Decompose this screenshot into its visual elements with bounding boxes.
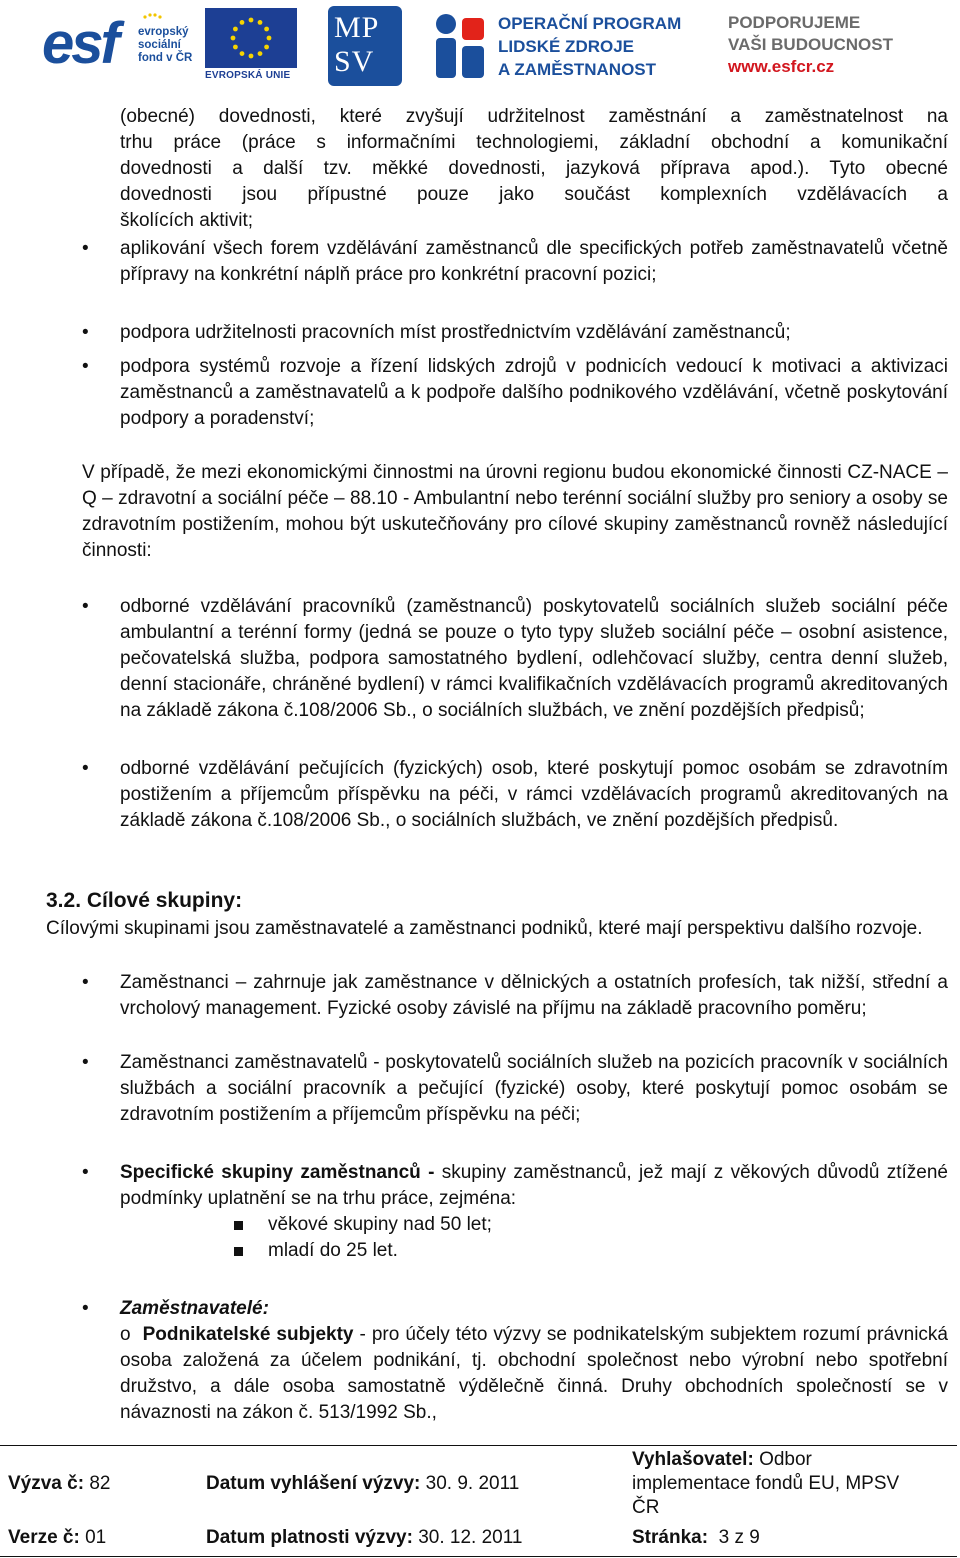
list-item: Zaměstnanci zaměstnavatelů - poskytovatelů sociálních služeb na pozicích pracovník v sociálních službách a sociální pracovník a pečující (fyzické) osoby, které poskytují pomoc osobám se zdravotním postižením a příjemcům příspěvku na péči;	[120, 1052, 948, 1125]
datum-vyhlaseni-value: 30. 9. 2011	[425, 1473, 520, 1494]
square-bullet-icon	[234, 1247, 243, 1256]
list-item-specific	[120, 1160, 948, 1212]
op-text-line: OPERAČNÍ PROGRAM	[498, 14, 682, 33]
list-item-o	[120, 1322, 948, 1426]
verze-field	[8, 1526, 106, 1550]
intro-paragraph	[120, 104, 948, 234]
esf-text-line: fond v ČR	[138, 52, 193, 64]
list-item: podpora systémů rozvoje a řízení lidských zdrojů v podnicích vedoucí k motivaci a aktivizaci zaměstnanců a zaměstnavatelů a k podpoře dalšího podnikového vzdělávání, včetně poskytování podpory a poradenství;	[120, 356, 948, 429]
stranka-label: Stránka:	[632, 1527, 709, 1548]
datum-platnosti-label: Datum platnosti výzvy:	[206, 1527, 413, 1548]
bullet-icon: •	[82, 322, 89, 343]
specific-rest: skupiny zaměstnanců, jež mají z věkových důvodů ztížené podmínky uplatnění se na trhu práce, zejména:	[120, 1162, 948, 1209]
eu-flag-icon	[205, 8, 297, 68]
bullet-icon: •	[82, 972, 89, 993]
esf-letters: esf	[42, 11, 117, 76]
mpsv-top: MP	[334, 11, 380, 44]
mpsv-logo	[328, 6, 402, 86]
bullet-icon: •	[82, 1298, 89, 1319]
vyhlasovatel-line: implementace fondů EU, MPSV	[632, 1473, 900, 1494]
section-intro: Cílovými skupinami jsou zaměstnavatelé a zaměstnanci podniků, které mají perspektivu dalšího rozvoje.	[46, 918, 923, 939]
vyzva-label: Výzva č:	[8, 1473, 85, 1494]
bullet-icon: •	[82, 1052, 89, 1073]
verze-value: 01	[85, 1527, 107, 1548]
intro-line: školících aktivit;	[120, 210, 254, 231]
bullet-icon: •	[82, 596, 89, 617]
footer	[0, 1445, 960, 1558]
vyhlasovatel-label: Vyhlašovatel:	[632, 1449, 754, 1470]
esf-text-line: sociální	[138, 39, 181, 51]
header-logos	[0, 0, 960, 90]
datum-platnosti-value: 30. 12. 2011	[418, 1527, 523, 1548]
vyzva-field	[8, 1472, 110, 1496]
op-logo	[432, 8, 692, 86]
list-item: aplikování všech forem vzdělávání zaměstnanců dle specifických potřeb zaměstnavatelů včetně přípravy na konkrétní náplň práce pro konkrétní pracovní pozici;	[120, 238, 948, 285]
op-text	[498, 12, 681, 81]
bullet-icon: •	[82, 758, 89, 779]
vyhlasovatel-line: ČR	[632, 1497, 660, 1518]
intro-line: dovednosti jsou přípustné pouze jako součást komplexních vzdělávacích a	[120, 184, 948, 205]
section-number: 3.2.	[46, 889, 82, 912]
op-text-line: LIDSKÉ ZDROJE	[498, 37, 635, 56]
esf-stars-icon	[142, 12, 162, 22]
section-heading	[46, 888, 948, 914]
datum-vyhlaseni-field	[206, 1472, 519, 1496]
list-item: Zaměstnanci – zahrnuje jak zaměstnance v dělnických a ostatních profesích, tak nižší, střední a vrcholový management. Fyzické osoby závislé na příjmu na základě pracovního poměru;	[120, 972, 948, 1019]
intro-line: (obecné) dovednosti, které zvyšují udržitelnost zaměstnání a zaměstnatelnost na	[120, 106, 948, 127]
employers-label	[120, 1296, 948, 1322]
op-text-line: A ZAMĚSTNANOST	[498, 60, 657, 79]
esf-text-line: evropský	[138, 26, 189, 38]
list-item: odborné vzdělávání pečujících (fyzických) osob, které poskytují pomoc osobám se zdravotním postižením a příjemcům příspěvku na péči, v rámci vzdělávacích programů akreditovaných na základě zákona č.108/2006 Sb., o sociálních službách, ve znění pozdějších předpisů.	[120, 758, 948, 831]
stranka-field	[632, 1526, 760, 1550]
sub-list-item: věkové skupiny nad 50 let;	[268, 1214, 492, 1235]
intro-line: dovednosti a další tzv. měkké dovednosti, jazyková příprava apod.). Tyto obecné	[120, 158, 948, 179]
datum-platnosti-field	[206, 1526, 522, 1550]
vyzva-value: 82	[89, 1473, 111, 1494]
bullet-icon: •	[82, 356, 89, 377]
intro-line: trhu práce (práce s informačními technologiemi, základní obchodní a komunikační	[120, 132, 948, 153]
list-item: odborné vzdělávání pracovníků (zaměstnanců) poskytovatelů sociálních služeb sociální péče ambulantní a terénní formy (jedná se pouze o tyto typy služeb sociální péče – osobní asistence, pečovatelská služba, podpora samostatného bydlení, odlehčovací služby, centra denní služeb, denní stacionáře, chráněné bydlení) v rámci kvalifikačních vzdělávacích programů akreditovaných na základě zákona č.108/2006 Sb., o sociálních službách, ve znění pozdějších předpisů;	[120, 596, 948, 721]
vyhlasovatel-line: Odbor	[759, 1449, 812, 1470]
sub-list-item: mladí do 25 let.	[268, 1240, 398, 1261]
verze-label: Verze č:	[8, 1527, 80, 1548]
op-mark-icon	[432, 12, 488, 82]
case-paragraph: V případě, že mezi ekonomickými činnostmi na úrovni regionu budou ekonomické činnosti CZ-NACE – Q – zdravotní a sociální péče – 88.10 - Ambulantní nebo terénní sociální služby pro seniory a osoby se zdravotním postižením, mohou být uskutečňovány pro cílové skupiny zaměstnanců rovněž následující činnosti:	[82, 462, 948, 561]
square-bullet-icon	[234, 1221, 243, 1230]
esf-text	[138, 26, 192, 65]
esf-url[interactable]: www.esfcr.cz	[728, 57, 835, 76]
o-bold: Podnikatelské subjekty	[142, 1324, 354, 1345]
specific-bold: Specifické skupiny zaměstnanců -	[120, 1162, 435, 1183]
eu-logo	[205, 8, 297, 84]
slogan-line: VAŠI BUDOUCNOST	[728, 35, 893, 54]
vyhlasovatel-field	[632, 1448, 899, 1520]
eu-text: EVROPSKÁ UNIE	[205, 70, 291, 81]
section-title: Cílové skupiny:	[86, 889, 243, 912]
stranka-value: 3 z 9	[718, 1527, 760, 1548]
employers-label-text: Zaměstnavatelé:	[120, 1298, 269, 1319]
slogan-line: PODPORUJEME	[728, 13, 861, 32]
o-rest: - pro účely této výzvy se podnikatelským subjektem rozumí právnická osoba založená za účelem podnikání, tj. obchodní společnost nebo výrobní nebo spotřební družstvo, a dále osoba samostatně výdělečně činná. Druhy obchodních společností se v návaznosti na zákon č. 513/1992 Sb.,	[120, 1324, 948, 1423]
esf-logo	[42, 8, 202, 84]
bullet-icon: •	[82, 1162, 89, 1183]
mpsv-bottom: SV	[334, 45, 375, 78]
o-marker: o	[120, 1324, 131, 1345]
bullet-icon: •	[82, 238, 89, 259]
list-item: podpora udržitelnosti pracovních míst prostřednictvím vzdělávání zaměstnanců;	[120, 322, 791, 343]
datum-vyhlaseni-label: Datum vyhlášení výzvy:	[206, 1473, 421, 1494]
slogan-logo	[728, 12, 928, 84]
